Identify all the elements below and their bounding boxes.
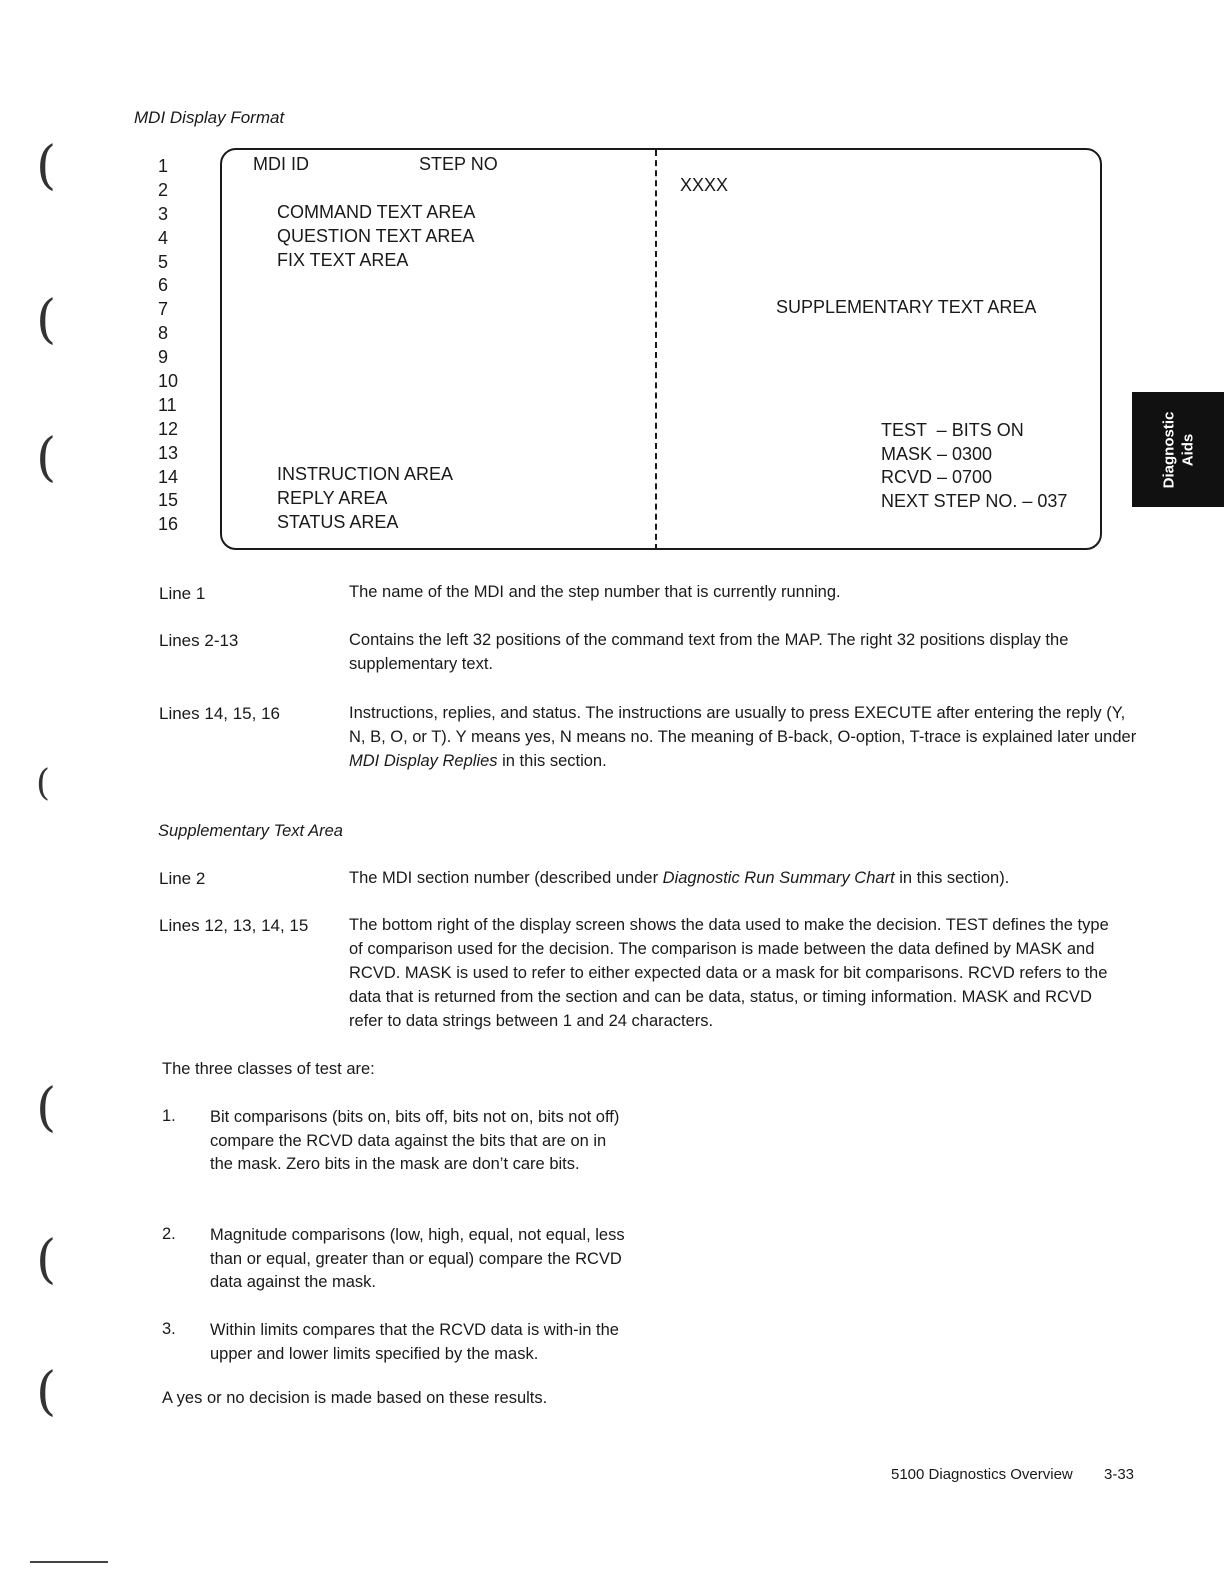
bottom-rule — [30, 1561, 108, 1563]
step-no-label: STEP NO — [419, 154, 498, 174]
def-label: Lines 2-13 — [159, 631, 239, 650]
list-item: Bit comparisons (bits on, bits off, bits not on, bits not off) compare the RCVD data against the bits that are on in the mask. Zero bits in the mask are don’t care bits. — [210, 1108, 620, 1173]
line-number: 7 — [158, 299, 169, 320]
binder-hole-mark: ( — [36, 1362, 57, 1422]
line-number: 14 — [158, 466, 179, 487]
line-number: 10 — [158, 371, 179, 392]
test-line: TEST – BITS ON — [881, 420, 1024, 440]
list-number: 1. — [162, 1107, 176, 1125]
mask-line: MASK – 0300 — [881, 444, 993, 464]
reference-title: MDI Display Replies — [349, 752, 498, 770]
section-tab — [1132, 392, 1224, 507]
tab-label: Diagnostic — [1160, 411, 1177, 488]
def-text: The bottom right of the display screen shows the data used to make the decision. TEST defines the type of comparison used for the decision. The comparison is made between the data defined by MASK and RCVD. MASK is used to refer to either expected data or a mask for bit comparisons. RCVD refers to the data that is returned from the section and can be data, status, or timing information. MASK and RCVD refer to data strings between 1 and 24 characters. — [349, 916, 1109, 1030]
line-number: 12 — [158, 418, 179, 439]
list-item: Magnitude comparisons (low, high, equal, not equal, less than or equal, greater than or equal) compare the RCVD data against the mask. — [210, 1226, 625, 1291]
list-item: Within limits compares that the RCVD data is with-in the upper and lower limits specified by the mask. — [210, 1321, 619, 1363]
line-number: 11 — [158, 394, 177, 415]
command-text-area: COMMAND TEXT AREA — [277, 202, 476, 222]
binder-hole-mark: ( — [36, 290, 57, 350]
line-number: 9 — [158, 347, 169, 368]
mdi-id-label: MDI ID — [253, 154, 309, 174]
page-number: 3-33 — [1104, 1466, 1135, 1483]
question-text-area: QUESTION TEXT AREA — [277, 226, 475, 246]
rcvd-line: RCVD – 0700 — [881, 467, 993, 487]
binder-hole-mark: ( — [36, 1230, 57, 1290]
conclusion: A yes or no decision is made based on these results. — [162, 1389, 548, 1407]
line-number: 13 — [158, 442, 179, 463]
def-label: Lines 12, 13, 14, 15 — [159, 916, 309, 935]
tab-label: Aids — [1179, 433, 1196, 466]
reference-title: Diagnostic Run Summary Chart — [662, 869, 895, 887]
section-number-placeholder: XXXX — [680, 175, 729, 195]
def-label: Lines 14, 15, 16 — [159, 704, 280, 723]
classes-intro: The three classes of test are: — [162, 1060, 375, 1078]
line-number: 4 — [158, 227, 169, 248]
def-text: Contains the left 32 positions of the command text from the MAP. The right 32 positions display the supplementary text. — [349, 631, 1069, 673]
footer-title: 5100 Diagnostics Overview — [891, 1466, 1073, 1483]
def-text: Instructions, replies, and status. The instructions are usually to press EXECUTE after entering the reply (Y, N, B, O, or T). Y means yes, N means no. The meaning of B-back, O-option, T-trace is explained later under MDI Display Replies in this section. — [349, 704, 1137, 770]
def-label: Line 1 — [159, 584, 206, 603]
line-number: 6 — [158, 275, 169, 296]
list-number: 2. — [162, 1225, 176, 1243]
line-number: 1 — [158, 156, 169, 176]
binder-hole-mark: ( — [36, 763, 51, 804]
binder-hole-mark: ( — [36, 428, 57, 488]
line-number: 3 — [158, 203, 169, 224]
line-numbers — [158, 155, 188, 537]
supplementary-text-area: SUPPLEMENTARY TEXT AREA — [776, 297, 1037, 317]
instruction-area: INSTRUCTION AREA — [277, 464, 454, 484]
reply-area: REPLY AREA — [277, 488, 388, 508]
status-area: STATUS AREA — [277, 512, 399, 532]
next-step-line: NEXT STEP NO. – 037 — [881, 491, 1068, 511]
line-number: 16 — [158, 514, 179, 535]
def-label: Line 2 — [159, 869, 206, 888]
line-number: 2 — [158, 179, 169, 200]
fix-text-area: FIX TEXT AREA — [277, 250, 409, 270]
binder-hole-mark: ( — [36, 1078, 57, 1138]
list-number: 3. — [162, 1320, 176, 1338]
supplementary-heading: Supplementary Text Area — [158, 822, 343, 840]
screen-divider — [655, 150, 657, 550]
section-title: MDI Display Format — [134, 108, 285, 127]
def-text: The name of the MDI and the step number that is currently running. — [349, 583, 841, 601]
line-number: 15 — [158, 490, 179, 511]
line-number: 5 — [158, 251, 169, 272]
def-text: The MDI section number (described under Diagnostic Run Summary Chart in this section). — [349, 869, 1010, 887]
binder-hole-mark: ( — [36, 136, 57, 196]
line-number: 8 — [158, 323, 169, 344]
